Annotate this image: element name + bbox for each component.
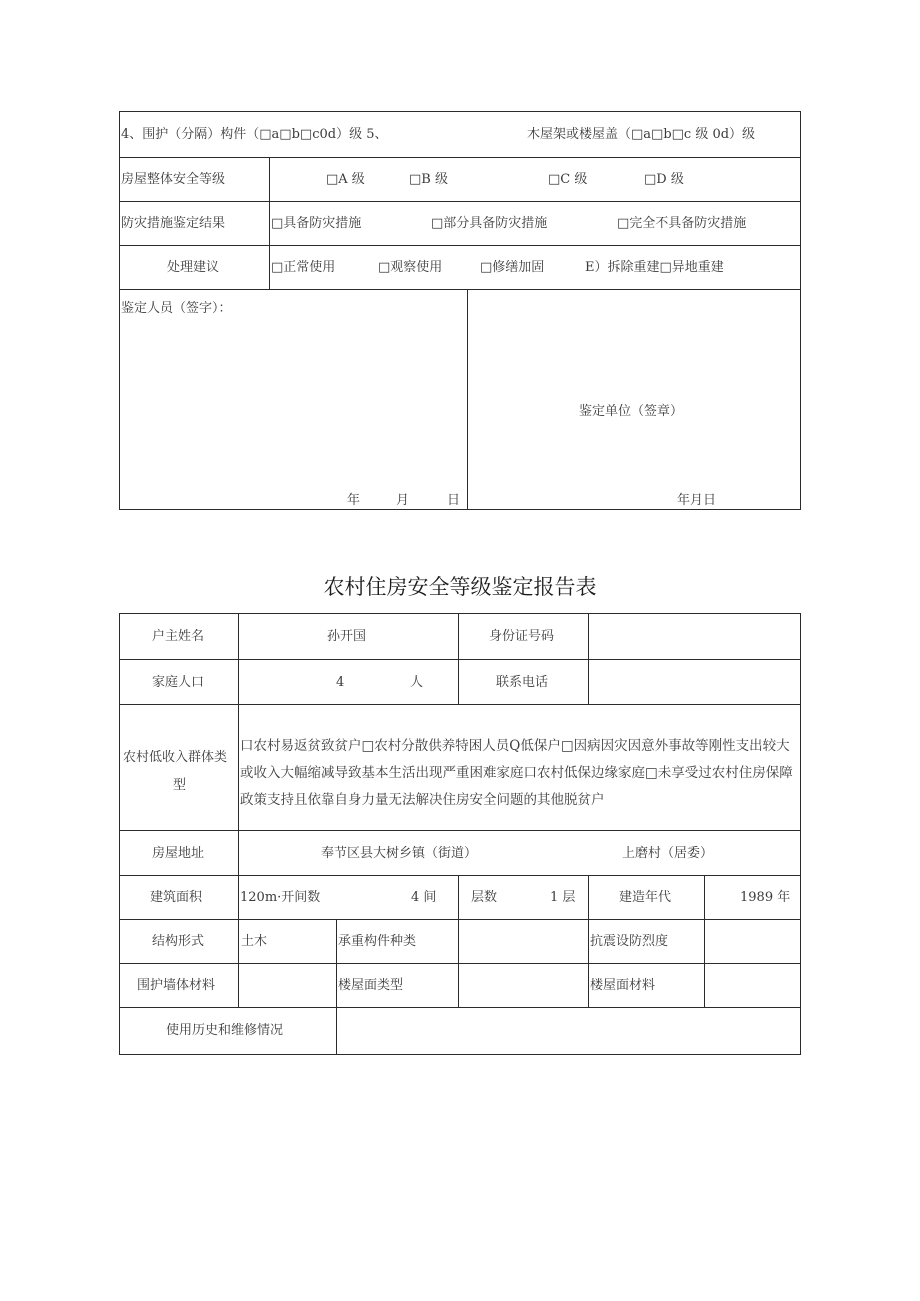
row-divider bbox=[119, 659, 801, 660]
signature-month: 月 bbox=[396, 493, 410, 508]
safety-level-d-checkbox[interactable]: □D 级 bbox=[644, 172, 684, 187]
floors-label: 层数 bbox=[471, 890, 498, 905]
roof-material-label: 楼屋面材料 bbox=[590, 978, 656, 993]
owner-name-label: 户主姓名 bbox=[152, 629, 205, 644]
appraisal-unit-label: 鉴定单位（签章） bbox=[579, 404, 684, 419]
address-town: 奉节区县大树乡镇（街道） bbox=[321, 846, 478, 861]
address-label: 房屋地址 bbox=[152, 846, 205, 861]
enclosure-component-grade: 4、围护（分隔）构件（□a□b□c0d）级 5、 bbox=[121, 127, 388, 142]
structure-value: 土木 bbox=[241, 934, 268, 949]
wall-material-label: 围护墙体材料 bbox=[137, 978, 216, 993]
row-divider bbox=[119, 875, 801, 876]
safety-level-label: 房屋整体安全等级 bbox=[121, 172, 226, 187]
bearing-component-label: 承重构件种类 bbox=[338, 934, 417, 949]
family-size-label: 家庭人口 bbox=[152, 675, 205, 690]
disaster-none-checkbox[interactable]: □完全不具备防灾措施 bbox=[617, 216, 747, 231]
safety-level-b-checkbox[interactable]: □B 级 bbox=[409, 172, 448, 187]
row-divider bbox=[119, 704, 801, 705]
rooms-value: 4 间 bbox=[411, 890, 437, 905]
safety-level-c-checkbox[interactable]: □C 级 bbox=[548, 172, 588, 187]
row-divider bbox=[119, 919, 801, 920]
handling-observe-checkbox[interactable]: □观察使用 bbox=[378, 260, 443, 275]
handling-label: 处理建议 bbox=[167, 260, 220, 275]
row-divider bbox=[119, 157, 801, 158]
low-income-type-label: 农村低收入群体类 bbox=[123, 750, 228, 765]
build-year-value: 1989 年 bbox=[740, 890, 791, 905]
col-divider bbox=[588, 875, 589, 1007]
handling-normal-checkbox[interactable]: □正常使用 bbox=[271, 260, 336, 275]
roof-truss-grade: 木屋架或楼屋盖（□a□b□c 级 0d）级 bbox=[527, 127, 756, 142]
row-divider bbox=[119, 289, 801, 290]
family-size-unit: 人 bbox=[410, 675, 424, 690]
housing-report-table bbox=[119, 613, 801, 1055]
phone-label: 联系电话 bbox=[496, 675, 549, 690]
build-year-label: 建造年代 bbox=[619, 890, 672, 905]
row-divider bbox=[119, 201, 801, 202]
col-divider bbox=[238, 613, 239, 1007]
col-divider bbox=[458, 875, 459, 1007]
seismic-intensity-label: 抗震设防烈度 bbox=[590, 934, 669, 949]
building-area-value: 120m·开间数 bbox=[240, 890, 321, 905]
disaster-partial-checkbox[interactable]: □部分具备防灾措施 bbox=[431, 216, 548, 231]
building-area-label: 建筑面积 bbox=[150, 890, 203, 905]
usage-history-label: 使用历史和维修情况 bbox=[166, 1023, 284, 1038]
roof-type-label: 楼屋面类型 bbox=[338, 978, 404, 993]
col-divider bbox=[467, 289, 468, 510]
floors-value: 1 层 bbox=[550, 890, 576, 905]
col-divider bbox=[588, 613, 589, 704]
disaster-measures-label: 防灾措施鉴定结果 bbox=[121, 216, 226, 231]
safety-level-a-checkbox[interactable]: □A 级 bbox=[326, 172, 365, 187]
col-divider bbox=[269, 157, 270, 289]
low-income-type-label-cont: 型 bbox=[173, 778, 187, 793]
owner-name-value: 孙开国 bbox=[327, 629, 367, 644]
row-divider bbox=[119, 245, 801, 246]
row-divider bbox=[119, 1007, 801, 1008]
unit-date: 年月日 bbox=[677, 493, 717, 508]
disaster-full-checkbox[interactable]: □具备防灾措施 bbox=[271, 216, 362, 231]
signature-year: 年 bbox=[347, 493, 361, 508]
signature-day: 日 bbox=[447, 493, 461, 508]
address-village: 上磨村（居委） bbox=[622, 846, 714, 861]
handling-repair-checkbox[interactable]: □修缮加固 bbox=[480, 260, 545, 275]
family-size-value: 4 bbox=[336, 675, 345, 690]
structure-label: 结构形式 bbox=[152, 934, 205, 949]
appraiser-signature-label: 鉴定人员（签字）： bbox=[121, 301, 232, 316]
col-divider bbox=[704, 875, 705, 1007]
row-divider bbox=[119, 963, 801, 964]
low-income-type-options: 口农村易返贫致贫户□农村分散供养特困人员Q低保户□因病因灾因意外事故等刚性支出较大或收入大幅缩减导致基本生活出现严重困难家庭口农村低保边缘家庭□未享受过农村住房保障政策支持且依靠自身力量无法解决住房安全问题的其他脱贫户 bbox=[240, 738, 793, 808]
col-divider bbox=[336, 919, 337, 1055]
page-title: 农村住房安全等级鉴定报告表 bbox=[323, 575, 597, 599]
row-divider bbox=[119, 830, 801, 831]
col-divider bbox=[458, 613, 459, 704]
handling-rebuild-checkbox[interactable]: E）拆除重建□异地重建 bbox=[585, 260, 724, 275]
id-number-label: 身份证号码 bbox=[489, 629, 555, 644]
